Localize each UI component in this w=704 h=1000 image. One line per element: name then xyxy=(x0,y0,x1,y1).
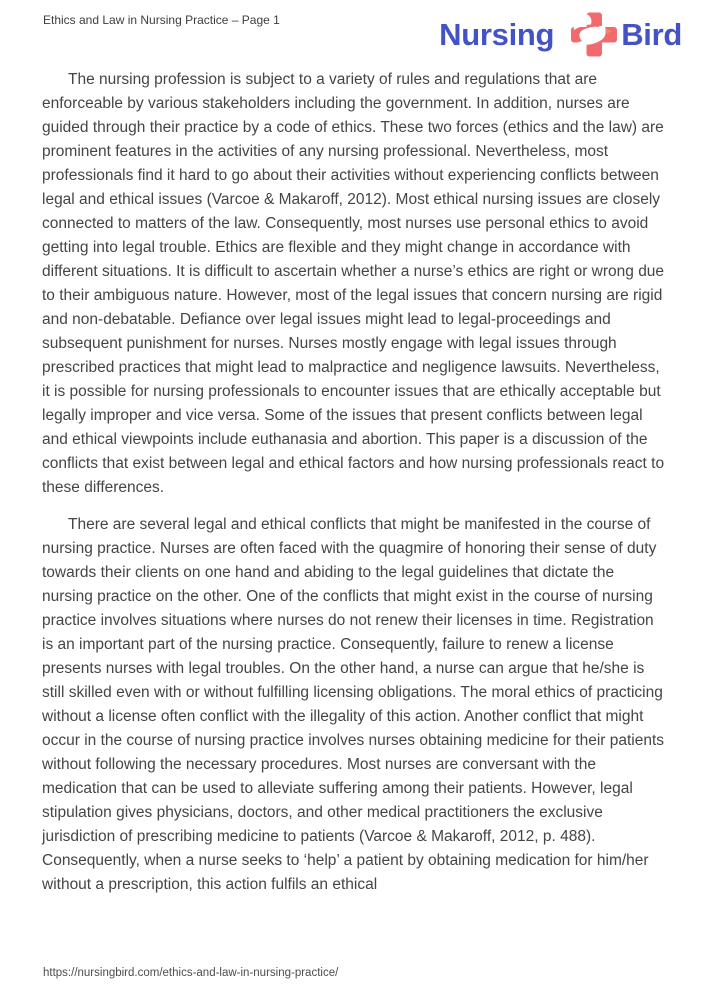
source-url: https://nursingbird.com/ethics-and-law-in-nursing-practice/ xyxy=(43,967,339,979)
running-header-title: Ethics and Law in Nursing Practice – Page 1 xyxy=(43,13,280,27)
logo-text-bird: Bird xyxy=(621,17,682,52)
nursingbird-logo xyxy=(439,12,682,58)
page-footer xyxy=(43,966,338,980)
essay-body xyxy=(42,68,667,897)
logo-text-nursing: Nursing xyxy=(439,17,555,52)
dove-head xyxy=(597,26,607,36)
dove-cross-icon xyxy=(556,12,618,58)
paragraph-2: There are several legal and ethical conflicts that might be manifested in the course of nursing practice. Nurses are often faced with the quagmire of honoring their sense of duty towards their clients on one hand and abiding to the legal guidelines that dictate the nursing practice on the other. One of the conflicts that might exist in the course of nursing practice involves situations where nurses do not renew their licenses in time. Registration is an important part of the nursing practice. Consequently, failure to renew a license presents nurses with legal troubles. On the other hand, a nurse can argue that he/she is still skilled even with or without fulfilling licensing obligations. The moral ethics of practicing without a license often conflict with the illegality of this action. Another conflict that might occur in the course of nursing practice involves nurses obtaining medicine for their patients without following the necessary procedures. Most nurses are conversant with the medication that can be used to alleviate suffering among their patients. However, legal stipulation gives physicians, doctors, and other medical practitioners the exclusive jurisdiction of prescribing medicine to patients (Varcoe & Makaroff, 2012, p. 488). Consequently, when a nurse seeks to ‘help’ a patient by obtaining medication for him/her without a prescription, this action fulfils an ethical xyxy=(42,516,665,893)
paragraph-1: The nursing profession is subject to a variety of rules and regulations that are enforceable by various stakeholders including the government. In addition, nurses are guided through their practice by a code of ethics. These two forces (ethics and the law) are prominent features in the activities of any nursing professional. Nevertheless, most professionals find it hard to go about their activities without experiencing conflicts between legal and ethical issues (Varcoe & Makaroff, 2012). Most ethical nursing issues are closely connected to matters of the law. Consequently, most nurses use personal ethics to avoid getting into legal trouble. Ethics are flexible and they might change in accordance with different situations. It is difficult to ascertain whether a nurse’s ethics are right or wrong due to their ambiguous nature. However, most of the legal issues that concern nursing are rigid and non-debatable. Defiance over legal issues might lead to legal-proceedings and subsequent punishment for nurses. Nurses mostly engage with legal issues through prescribed practices that might lead to malpractice and negligence lawsuits. Nevertheless, it is possible for nursing professionals to encounter issues that are ethically acceptable but legally improper and vice versa. Some of the issues that present conflicts between legal and ethical viewpoints include euthanasia and abortion. This paper is a discussion of the conflicts that exist between legal and ethical factors and how nursing professionals react to these differences. xyxy=(42,71,665,496)
